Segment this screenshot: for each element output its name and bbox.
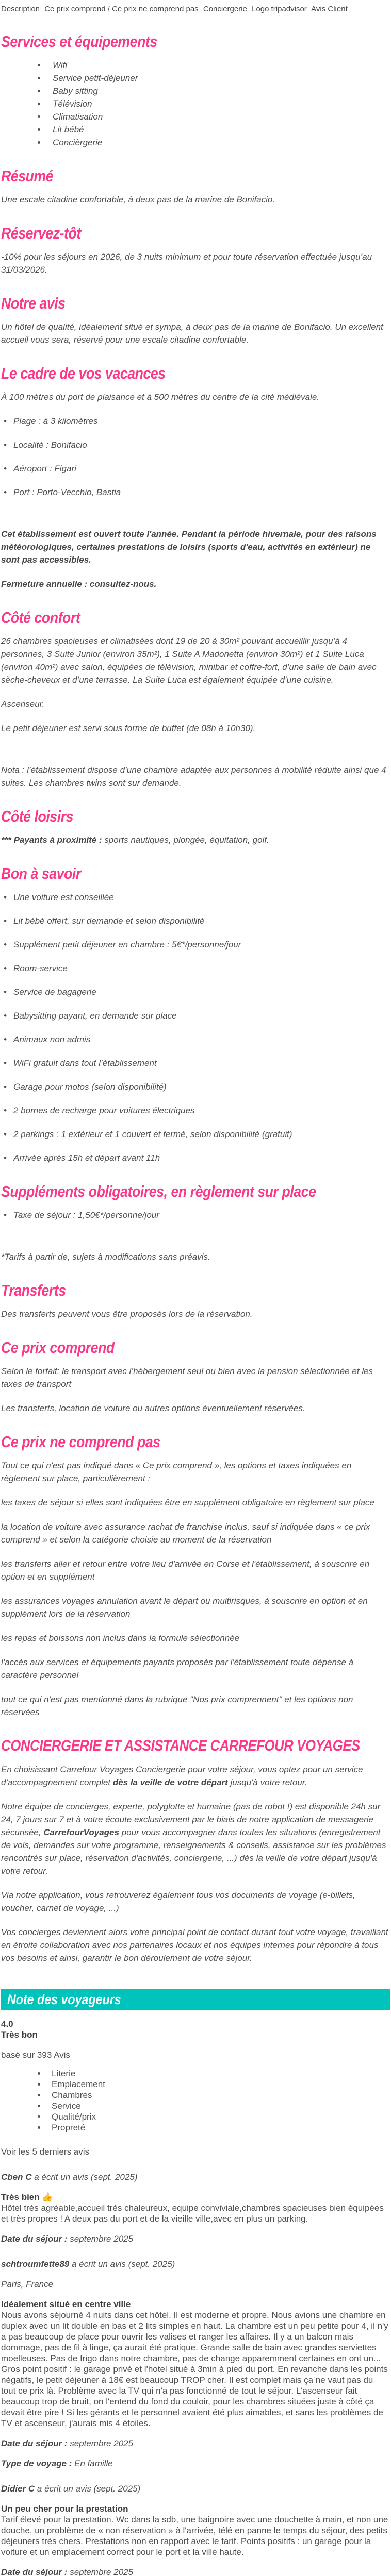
cadre-intro: À 100 mètres du port de plaisance et à 500 mètres du centre de la cité médiévale. bbox=[1, 392, 320, 402]
section-title-notre-avis: Notre avis bbox=[1, 294, 66, 312]
supplements-list bbox=[1, 1209, 390, 1222]
review-header: Cben C a écrit un avis (sept. 2025) bbox=[1, 2172, 138, 2182]
rating-score: 4.0 bbox=[1, 2019, 13, 2029]
service-item: • Baby sitting bbox=[46, 84, 390, 97]
prix-ne-comprend-pas-p: les transferts aller et retour entre votre lieu d'arrivée en Corse et l'établissement, à souscrire en option et en supplément bbox=[1, 1559, 370, 1582]
prix-ne-comprend-pas-p: la location de voiture avec assurance rachat de franchise inclus, sauf si indiquée dans « ce prix comprend » et selon la catégorie choisie au moment de la réservation bbox=[1, 1522, 370, 1545]
prix-ne-comprend-pas-p: l'accès aux services et équipements payants proposés par l'établissement toute dépense à caractère personnel bbox=[1, 1657, 354, 1680]
prix-comprend-p1: Selon le forfait: le transport avec l’hébergement seul ou bien avec la pension sélectionnée et les taxes de transport bbox=[1, 1366, 373, 1389]
rating-criterion: • Emplacement bbox=[46, 2079, 390, 2090]
conciergerie-p3: Via notre application, vous retrouverez également tous vos documents de voyage (e-billets, voucher, carnet de voyage, ...) bbox=[1, 1890, 355, 1913]
prix-ne-comprend-pas-p: les assurances voyages annulation avant le départ ou multirisques, à souscrire en option et en supplément lors de la réservation bbox=[1, 1596, 368, 1619]
section-title-confort: Côté confort bbox=[1, 608, 80, 626]
rating-criterion: • Chambres bbox=[46, 2090, 390, 2100]
bon-a-savoir-item: • Animaux non admis bbox=[1, 1033, 390, 1046]
review-author: schtroumfette89 bbox=[1, 2259, 70, 2269]
rating-based-on: basé sur 393 Avis bbox=[1, 2050, 70, 2060]
bon-a-savoir-item: • 2 parkings : 1 extérieur et 1 couvert et fermé, selon disponibilité (gratuit) bbox=[1, 1128, 390, 1141]
review-stay-date: Date du séjour : septembre 2025 bbox=[1, 2567, 134, 2576]
bon-a-savoir-item: • Lit bébé offert, sur demande et selon disponibilité bbox=[1, 914, 390, 927]
review-header: Didier C a écrit un avis (sept. 2025) bbox=[1, 2484, 141, 2494]
bon-a-savoir-item: • 2 bornes de recharge pour voitures électriques bbox=[1, 1104, 390, 1117]
section-title-bon-a-savoir: Bon à savoir bbox=[1, 865, 81, 883]
section-title-prix-ne-comprend-pas: Ce prix ne comprend pas bbox=[1, 1433, 160, 1451]
cadre-item: • Port : Porto-Vecchio, Bastia bbox=[1, 486, 390, 499]
prix-ne-comprend-pas-p: les taxes de séjour si elles sont indiquées être en supplément obligatoire en règlement sur place bbox=[1, 1498, 374, 1507]
review-body: Un peu cher pour la prestation Tarif élevé pour la prestation. Wc dans la sdb, une baignoire avec une douchette à main, et non une douche, un problème de « non réservation » à l'arrivée, télé en panne le temps du séjour, des petits déjeuners très chers. Prestations non en rapport avec le tarif. Points positifs : un garage pour la voiture et un emplacement correct pour le port et la ville haute. bbox=[1, 2503, 390, 2557]
traveller-notes bbox=[1, 2019, 390, 2576]
traveller-notes-banner: Note des voyageurs bbox=[1, 1989, 390, 2010]
review-author: Cben C bbox=[1, 2172, 32, 2182]
tab-conciergerie[interactable]: Conciergerie bbox=[203, 5, 247, 13]
tab-prix-comprend[interactable]: Ce prix comprend / Ce prix ne comprend pas bbox=[44, 5, 199, 13]
notre-avis-text: Un hôtel de qualité, idéalement situé et sympa, à deux pas de la marine de Bonifacio. Un excellent accueil vous sera, réservé pour une escale citadine confortable. bbox=[1, 322, 383, 345]
section-title-resume: Résumé bbox=[1, 167, 54, 185]
review-body: Très bien 👍 Hôtel très agréable,accueil très chaleureux, equipe conviviale,chambres spacieuses bien équipées et très propres ! A deux pas du port et de la vieille ville,avec en plus un parking. bbox=[1, 2192, 390, 2224]
supplement-item: • Taxe de séjour : 1,50€*/personne/jour bbox=[1, 1209, 390, 1222]
confort-p2: Ascenseur. bbox=[1, 699, 45, 709]
conciergerie-p2-bold: CarrefourVoyages bbox=[43, 1827, 119, 1837]
tab-bar bbox=[1, 4, 390, 14]
review bbox=[1, 2172, 390, 2244]
bon-a-savoir-item: • Room-service bbox=[1, 962, 390, 975]
review-body: Idéalement situé en centre ville Nous avons séjourné 4 nuits dans cet hôtel. Il est moderne et propre. Nous avions une chambre en duplex avec un lit double en bas et 2 lits simples en haut. La chambre est un peu petite pour 4, il n'y a pas beaucoup de place pour ouvrir les valises et ranger les affaires. Il y a un balcon mais dommage, pas de fil à linge, ça aurait été pratique. Grande salle de bain avec grandes serviettes moelleuses. Pas de frigo dans notre chambre, pas de change apparemment certaines en ont un... Gros point positif : le garage privé et l'hotel situé à 3min à pied du port. En revanche dans les points négatifs, le petit déjeuner à 18€ est beaucoup TROP cher. Il est complet mais ça ne vaut pas du tout ce prix là. Problème avec la TV qui n'a pas fonctionné de tout le séjour. L'ascenseur fait beaucoup trop de bruit, on l'entend du fond du couloir, pour les chambres situées juste à côté ça devait être pire ! Si les gérants et le personnel avaient été plus aimables, et sans les problèmes de TV et ascenseur, j'aurais mis 4 étoiles. bbox=[1, 2299, 390, 2429]
rating-grade: Très bon bbox=[1, 2030, 38, 2040]
tarifs-note: *Tarifs à partir de, sujets à modifications sans préavis. bbox=[1, 1252, 210, 1262]
cadre-item: • Plage : à 3 kilomètres bbox=[1, 415, 390, 428]
service-item: • Service petit-déjeuner bbox=[46, 72, 390, 84]
resume-text: Une escale citadine confortable, à deux pas de la marine de Bonifacio. bbox=[1, 195, 275, 205]
services-list bbox=[1, 59, 390, 149]
transferts-text: Des transferts peuvent vous être proposés lors de la réservation. bbox=[1, 1309, 253, 1319]
service-item: • Lit bébé bbox=[46, 123, 390, 136]
rating-criterion: • Propreté bbox=[46, 2123, 390, 2133]
cadre-item: • Localité : Bonifacio bbox=[1, 438, 390, 451]
loisirs-label: *** Payants à proximité : bbox=[1, 835, 102, 845]
review-title: Très bien 👍 bbox=[1, 2192, 53, 2202]
review bbox=[1, 2483, 390, 2576]
tab-tripadvisor-logo[interactable]: Logo tripadvisor bbox=[252, 5, 307, 13]
review-header: schtroumfette89 a écrit un avis (sept. 2025) bbox=[1, 2259, 175, 2269]
conciergerie-p2: Notre équipe de concierges, experte, polyglotte et humaine (pas de robot !) est disponible 24h sur 24, 7 jours sur 7 et à votre écoute exclusivement par le biais de notre application de messagerie sécurisée, CarrefourVoyages pour vous accompagner dans toutes les situations (enregistrement de vols, demandes sur votre programme, renseignements & conseils, assistance sur les problèmes rencontrés sur place, réservation d'activités, conciergerie, ...) dès la veille de votre départ jusqu'à votre retour. bbox=[1, 1802, 386, 1876]
bon-a-savoir-item: • Une voiture est conseillée bbox=[1, 891, 390, 904]
section-title-prix-comprend: Ce prix comprend bbox=[1, 1338, 115, 1357]
review-stay-date: Date du séjour : septembre 2025 bbox=[1, 2438, 134, 2448]
cadre-note-fermeture: Fermeture annuelle : consultez-nous. bbox=[1, 579, 157, 589]
prix-ne-comprend-pas-p: les repas et boissons non inclus dans la formule sélectionnée bbox=[1, 1633, 240, 1643]
cadre-note-ouverture: Cet établissement est ouvert toute l'année. Pendant la période hivernale, pour des raisons météorologiques, certaines prestations de loisirs (sports d'eau, activités en extérieur) ne sont pas accessibles. bbox=[1, 529, 377, 565]
confort-p3: Le petit déjeuner est servi sous forme de buffet (de 08h à 10h30). bbox=[1, 723, 256, 733]
see-last-reviews-link[interactable]: Voir les 5 derniers avis bbox=[1, 2147, 90, 2157]
bon-a-savoir-item: • WiFi gratuit dans tout l’établissement bbox=[1, 1057, 390, 1070]
tab-description[interactable]: Description bbox=[1, 5, 40, 13]
prix-ne-comprend-pas-p: tout ce qui n'est pas mentionné dans la rubrique "Nos prix comprennent" et les options non réservées bbox=[1, 1694, 353, 1717]
review-stay-date: Date du séjour : septembre 2025 bbox=[1, 2234, 134, 2244]
confort-p4: Nota : l’établissement dispose d’une chambre adaptée aux personnes à mobilité réduite ainsi que 4 suites. Les chambres twins sont sur demande. bbox=[1, 765, 386, 788]
section-title-supplements: Suppléments obligatoires, en règlement sur place bbox=[1, 1182, 316, 1200]
conciergerie-p1-bold: dès la veille de votre départ bbox=[112, 1777, 228, 1787]
bon-a-savoir-item: • Supplément petit déjeuner en chambre : 5€*/personne/jour bbox=[1, 938, 390, 951]
review-author: Didier C bbox=[1, 2484, 35, 2494]
service-item: • Concièrgerie bbox=[46, 136, 390, 149]
bon-a-savoir-item: • Arrivée après 15h et départ avant 11h bbox=[1, 1151, 390, 1164]
section-title-services: Services et équipements bbox=[1, 32, 157, 50]
rating-criterion: • Literie bbox=[46, 2069, 390, 2079]
review-title: Idéalement situé en centre ville bbox=[1, 2299, 131, 2309]
bon-a-savoir-item: • Garage pour motos (selon disponibilité) bbox=[1, 1080, 390, 1093]
review-location: Paris, France bbox=[1, 2279, 54, 2289]
section-title-conciergerie: CONCIERGERIE ET ASSISTANCE CARREFOUR VOYAGES bbox=[1, 1737, 360, 1754]
review bbox=[1, 2259, 390, 2469]
cadre-list bbox=[1, 415, 390, 499]
tab-avis-client[interactable]: Avis Client bbox=[311, 5, 348, 13]
prix-ne-comprend-pas-p: Tout ce qui n'est pas indiqué dans « Ce prix comprend », les options et taxes indiquées en règlement sur place, particulièrement : bbox=[1, 1461, 352, 1483]
bon-a-savoir-item: • Service de bagagerie bbox=[1, 986, 390, 998]
rating-criterion: • Service bbox=[46, 2101, 390, 2111]
rating-criteria-list bbox=[1, 2069, 390, 2133]
review-title: Un peu cher pour la prestation bbox=[1, 2504, 128, 2514]
cadre-item: • Aéroport : Figari bbox=[1, 462, 390, 475]
section-title-transferts: Transferts bbox=[1, 1281, 66, 1299]
section-title-cadre: Le cadre de vos vacances bbox=[1, 364, 166, 382]
loisirs-text: *** Payants à proximité : sports nautiques, plongée, équitation, golf. bbox=[1, 835, 269, 845]
bon-a-savoir-item: • Babysitting payant, en demande sur place bbox=[1, 1009, 390, 1022]
section-title-loisirs: Côté loisirs bbox=[1, 807, 74, 825]
bon-a-savoir-list bbox=[1, 891, 390, 1164]
service-item: • Climatisation bbox=[46, 110, 390, 123]
reservez-tot-text: -10% pour les séjours en 2026, de 3 nuits minimum et pour toute réservation effectuée jusqu’au 31/03/2026. bbox=[1, 252, 372, 275]
rating-criterion: • Qualité/prix bbox=[46, 2112, 390, 2122]
review-trip-type: Type de voyage : En famille bbox=[1, 2459, 113, 2468]
prix-comprend-p2: Les transferts, location de voiture ou autres options éventuellement réservées. bbox=[1, 1403, 305, 1413]
service-item: • Wifi bbox=[46, 59, 390, 72]
conciergerie-p4: Vos concierges deviennent alors votre principal point de contact durant tout votre voyage, travaillant en étroite collaboration avec nos partenaires locaux et nos équipes internes pour répondre à tous vos besoins et ainsi, garantir le bon déroulement de votre séjour. bbox=[1, 1927, 388, 1963]
conciergerie-p1: En choisissant Carrefour Voyages Conciergerie pour votre séjour, vous optez pour un service d'accompagnement complet dès la veille de votre départ jusqu'à votre retour. bbox=[1, 1765, 363, 1787]
section-title-reservez-tot: Réservez-tôt bbox=[1, 224, 81, 242]
confort-p1: 26 chambres spacieuses et climatisées dont 19 de 20 à 30m² pouvant accueillir jusqu’à 4 personnes, 3 Suite Junior (environ 35m²), 1 Suite A Madonetta (environ 30m²) et 1 Suite Luca (environ 40m²) avec salon, équipées de télévision, minibar et coffre-fort, d’une salle de bain avec sèche-cheveux et d’une terrasse. La Suite Luca est également équipée d’une cuisine. bbox=[1, 636, 377, 685]
service-item: • Télévision bbox=[46, 97, 390, 110]
